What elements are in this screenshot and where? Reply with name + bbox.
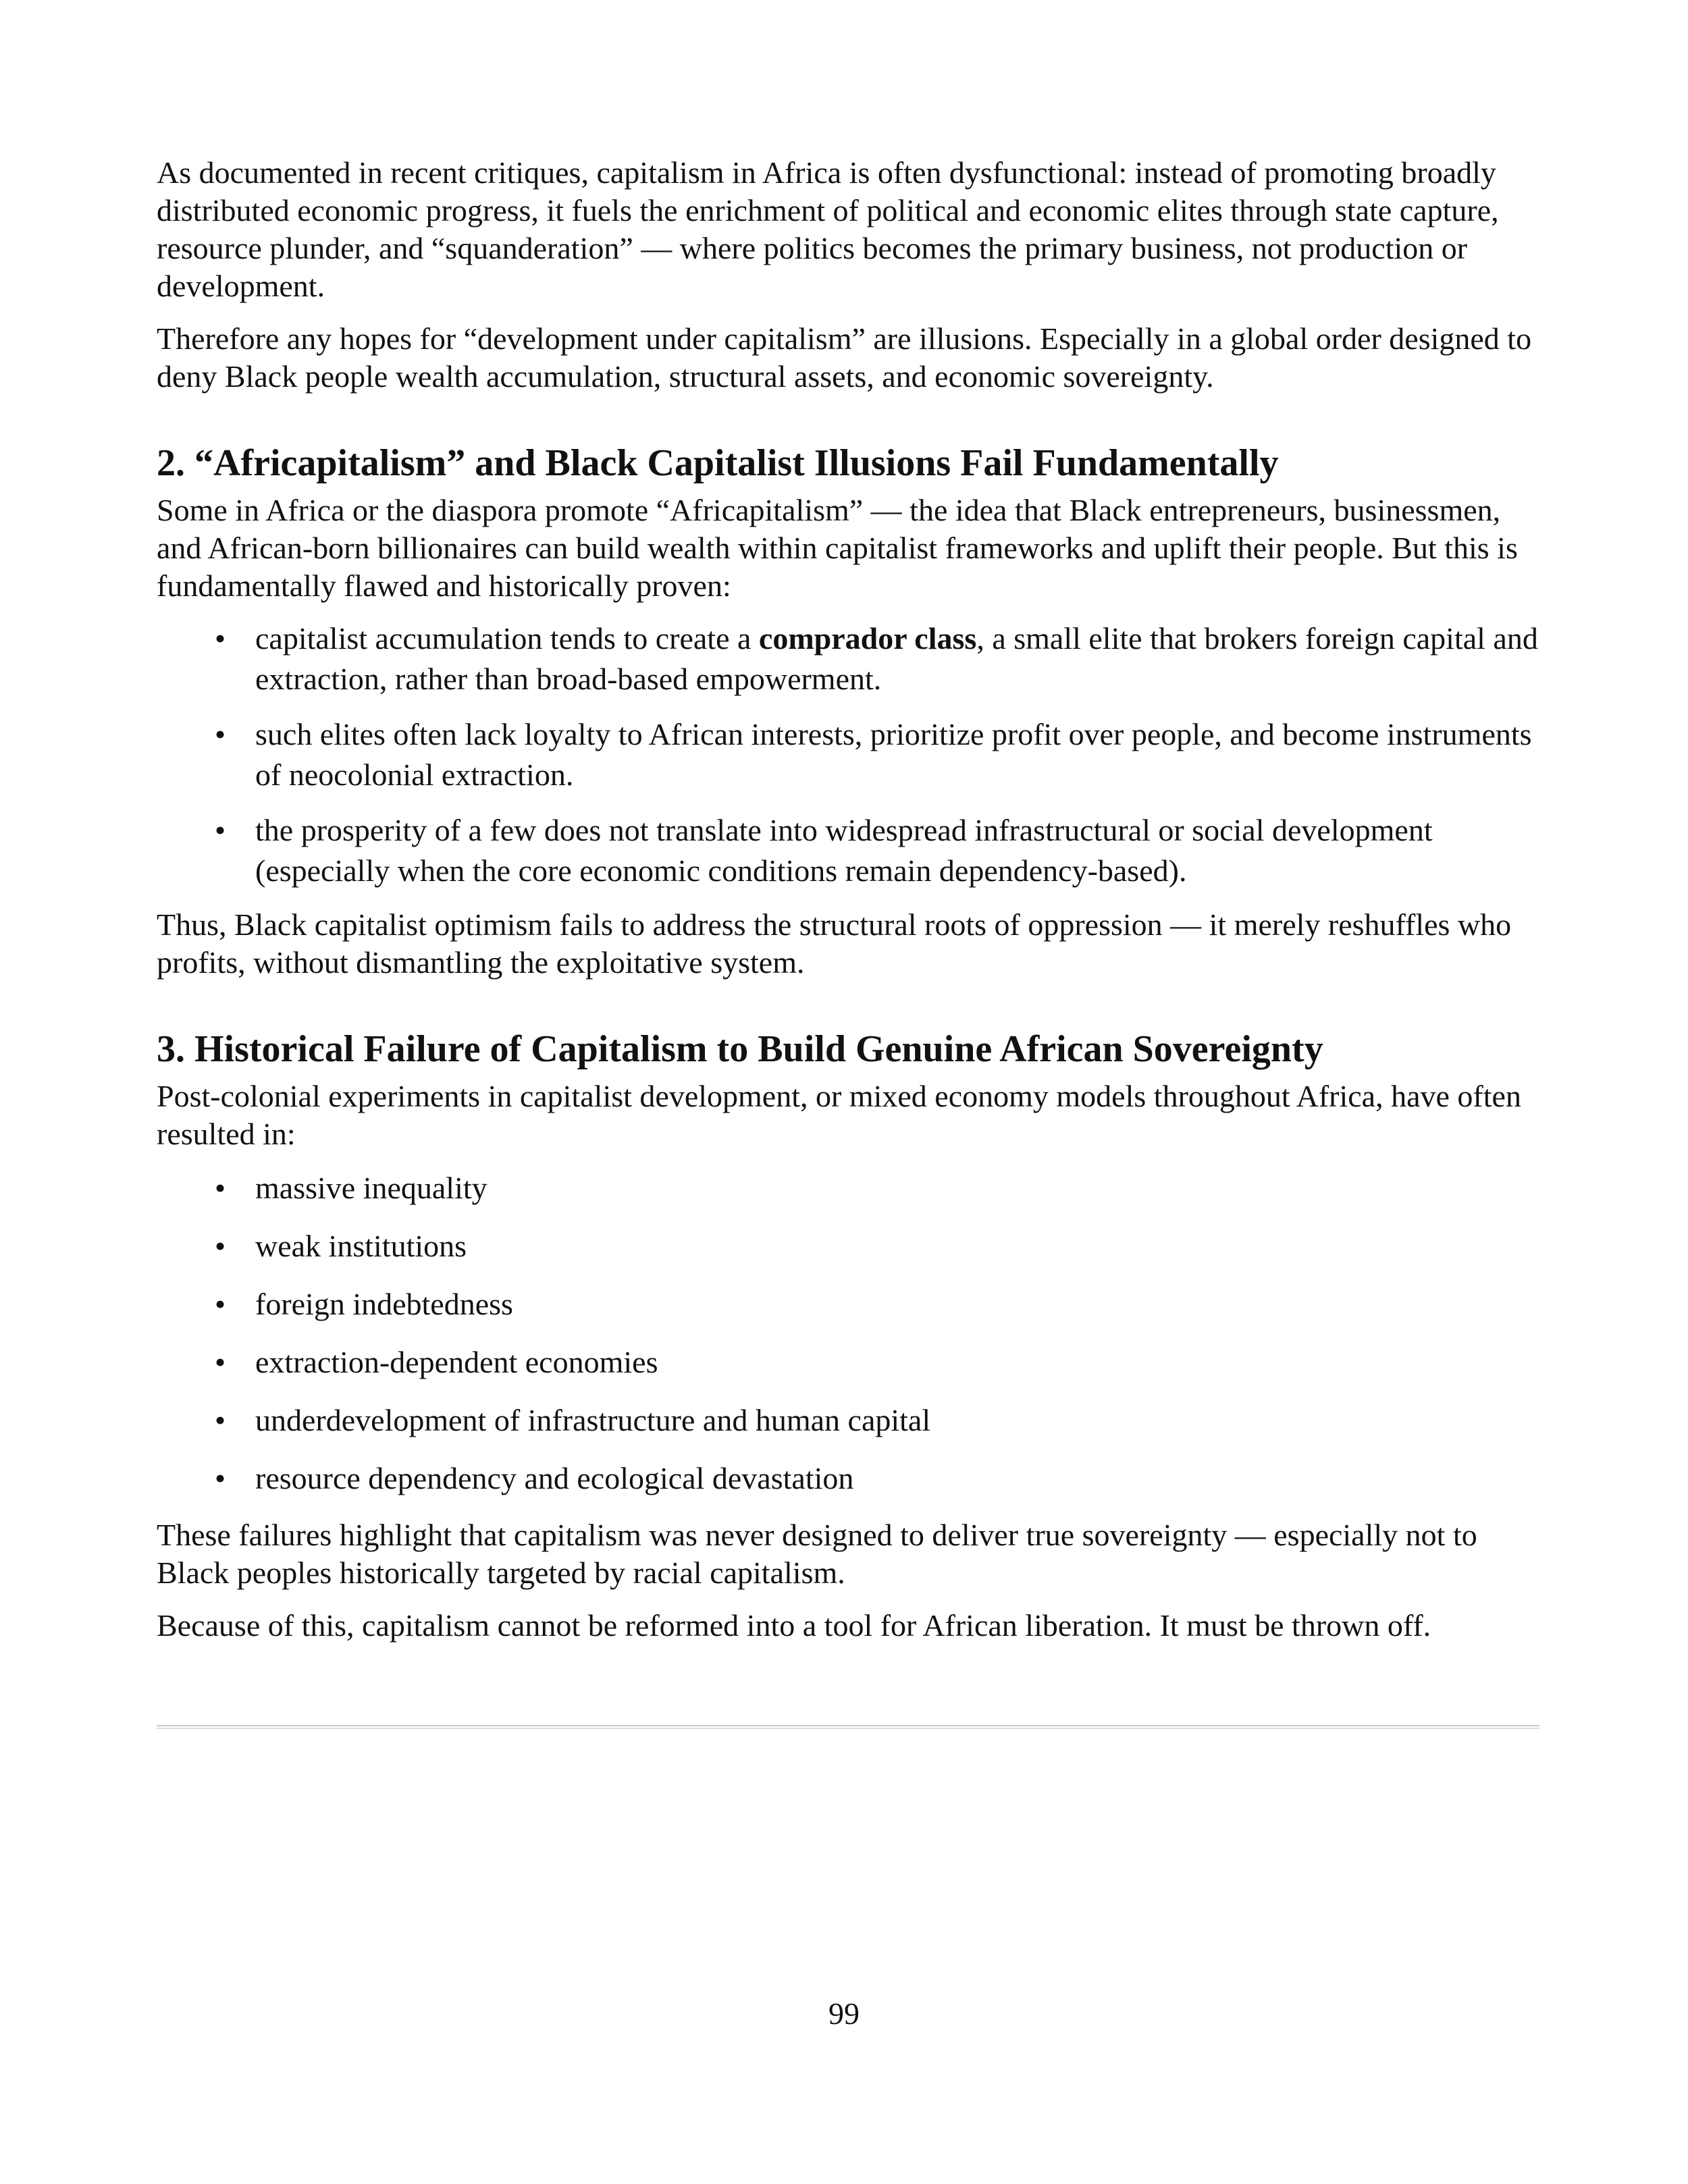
- bullet-text-start: capitalist accumulation tends to create a: [255, 621, 759, 656]
- document-page: [157, 154, 1541, 1645]
- bullet-icon: •: [215, 717, 226, 751]
- section-2-conclusion: Thus, Black capitalist optimism fails to address the structural roots of oppression — it merely reshuffles who profits, without dismantling the exploitative system.: [157, 907, 1512, 980]
- intro-paragraph-1: As documented in recent critiques, capitalism in Africa is often dysfunctional: instead of promoting broadly distributed economic progress, it fuels the enrichment of political and economic elites through state capture, resource plunder, and “squanderation” — where politics becomes the primary business, not production or development.: [157, 155, 1499, 303]
- bullet-icon: •: [215, 1461, 226, 1495]
- list-item: [157, 1342, 1541, 1383]
- bullet-icon: •: [215, 1403, 226, 1437]
- section-3-heading: 3. Historical Failure of Capitalism to Build Genuine African Sovereignty: [157, 1028, 1323, 1070]
- bullet-text-end: , a small elite that brokers foreign capital and extraction, rather than broad-based empowerment.: [255, 621, 1538, 696]
- bullet-icon: •: [215, 621, 226, 656]
- bullet-text: such elites often lack loyalty to African interests, prioritize profit over people, and become instruments of neocolonial extraction.: [255, 717, 1532, 792]
- list-item: [157, 810, 1541, 891]
- bullet-text: foreign indebtedness: [255, 1287, 513, 1321]
- section-3-bullet-list: [157, 1168, 1541, 1499]
- bullet-text: underdevelopment of infrastructure and human capital: [255, 1403, 931, 1437]
- section-3-conclusion-2: Because of this, capitalism cannot be reformed into a tool for African liberation. It must be thrown off.: [157, 1608, 1431, 1643]
- list-item: [157, 1168, 1541, 1208]
- page-number: 99: [828, 1996, 860, 2031]
- section-2-heading: 2. “Africapitalism” and Black Capitalist Illusions Fail Fundamentally: [157, 442, 1279, 484]
- bullet-text: extraction-dependent economies: [255, 1345, 658, 1379]
- horizontal-divider: [157, 1725, 1539, 1729]
- section-3-conclusion-1: These failures highlight that capitalism was never designed to deliver true sovereignty — especially not to Black peoples historically targeted by racial capitalism.: [157, 1518, 1477, 1590]
- bullet-icon: •: [215, 1171, 226, 1205]
- list-item: [157, 714, 1541, 795]
- section-2-intro: Some in Africa or the diaspora promote “Africapitalism” — the idea that Black entrepreneurs, businessmen, and African-born billionaires can build wealth within capitalist frameworks and uplift their people. But this is fundamentally flawed and historically proven:: [157, 493, 1518, 603]
- section-2-bullet-list: [157, 618, 1541, 891]
- bullet-text: massive inequality: [255, 1171, 487, 1205]
- list-item: [157, 1226, 1541, 1267]
- bullet-icon: •: [215, 1287, 226, 1321]
- list-item: [157, 618, 1541, 699]
- list-item: [157, 1284, 1541, 1325]
- bullet-text: weak institutions: [255, 1229, 467, 1263]
- bullet-icon: •: [215, 1229, 226, 1263]
- bold-term: comprador class: [758, 621, 977, 656]
- section-3-intro: Post-colonial experiments in capitalist development, or mixed economy models throughout Africa, have often resulted in:: [157, 1079, 1521, 1151]
- list-item: [157, 1458, 1541, 1499]
- list-item: [157, 1400, 1541, 1441]
- bullet-text: the prosperity of a few does not translate into widespread infrastructural or social development (especially when the core economic conditions remain dependency-based).: [255, 813, 1433, 888]
- bullet-icon: •: [215, 1345, 226, 1379]
- intro-paragraph-2: Therefore any hopes for “development under capitalism” are illusions. Especially in a global order designed to deny Black people wealth accumulation, structural assets, and economic sovereignty.: [157, 321, 1532, 394]
- bullet-icon: •: [215, 813, 226, 847]
- bullet-text: resource dependency and ecological devastation: [255, 1461, 854, 1495]
